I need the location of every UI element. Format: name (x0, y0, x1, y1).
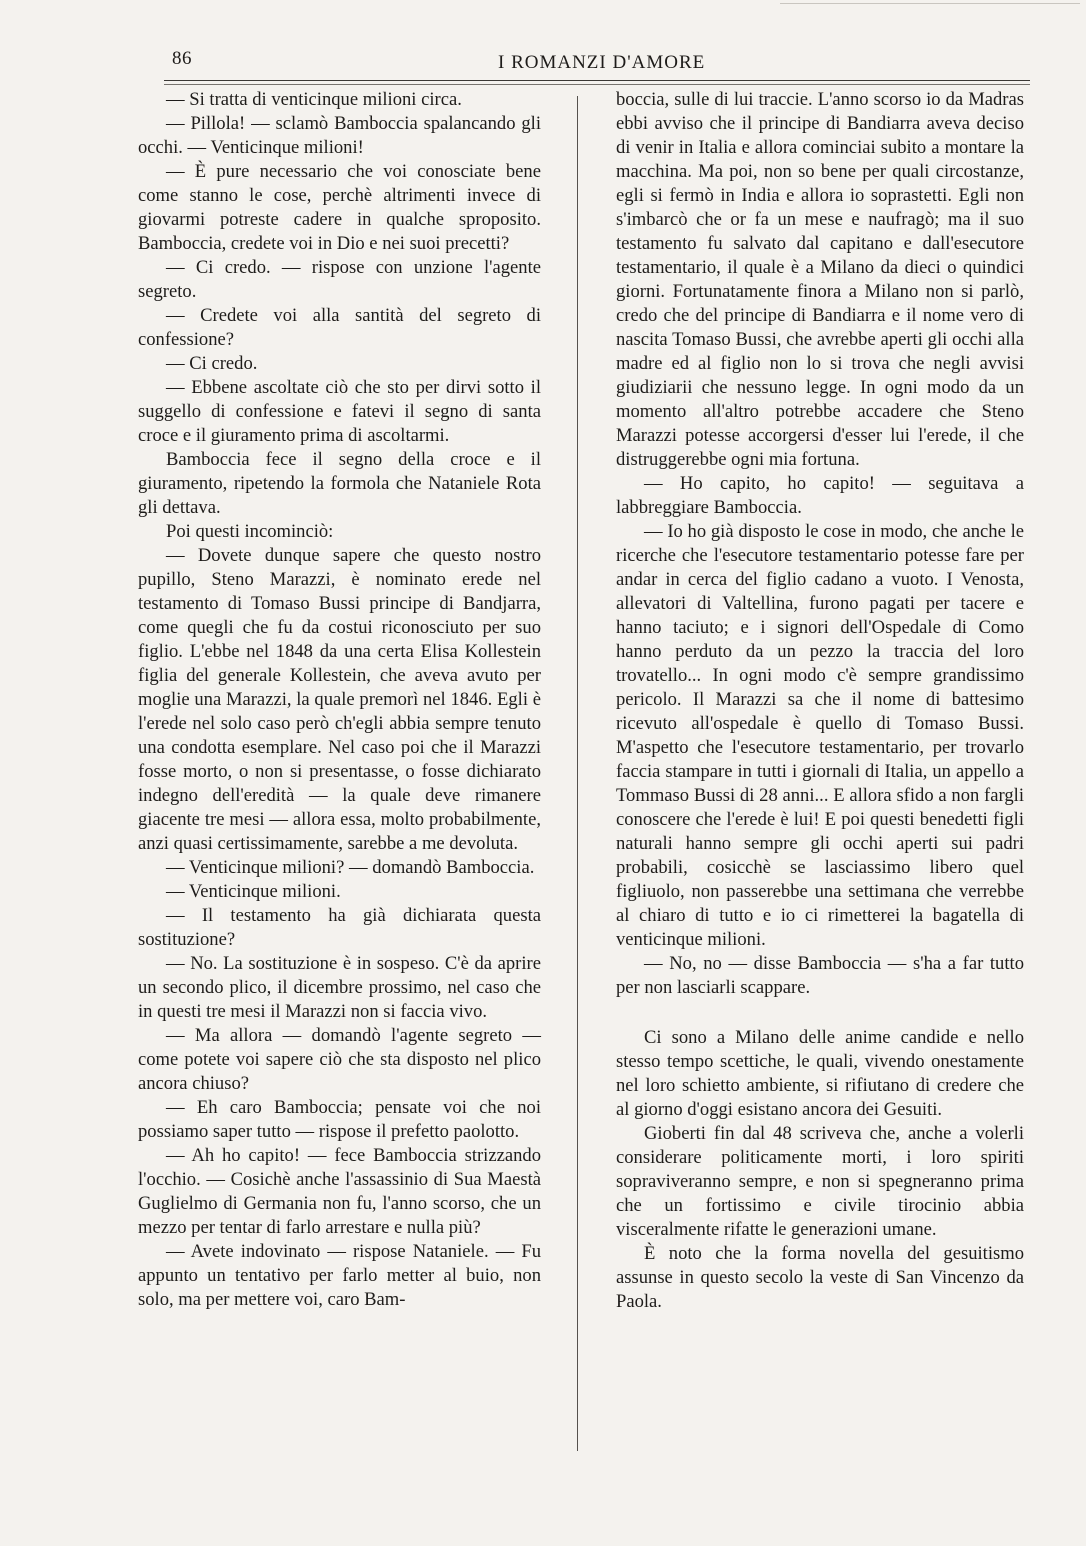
paragraph: — Eh caro Bamboccia; pensate voi che noi possiamo saper tutto — rispose il prefetto paolotto. (138, 1097, 541, 1142)
paragraph: — È pure necessario che voi conosciate bene come stanno le cose, perchè altrimenti invece di giovarmi potreste cadere in qualche sproposito. Bamboccia, credete voi in Dio e nei suoi precetti? (138, 161, 541, 254)
paragraph: È noto che la forma novella del gesuitismo assunse in questo secolo la veste di San Vincenzo da Paola. (616, 1243, 1024, 1312)
paragraph: Bamboccia fece il segno della croce e il giuramento, ripetendo la formola che Nataniele Rota gli dettava. (138, 449, 541, 518)
running-title: I ROMANZI D'AMORE (498, 52, 706, 73)
paragraph: — Dovete dunque sapere che questo nostro pupillo, Steno Marazzi, è nominato erede nel testamento di Tomaso Bussi principe di Bandjarra, come quegli che fu da costui riconosciuto per suo figlio. L'ebbe nel 1848 da una certa Elisa Kollestein figlia del generale Kollestein, che aveva avuto per moglie una Marazzi, la quale premorì nel 1846. Egli è l'erede nel solo caso però ch'egli abbia sempre tenuto una condotta esemplare. Nel caso poi che il Marazzi fosse morto, o non si presentasse, o fosse dichiarato indegno dell'eredità — la quale deve rimanere giacente tre mesi — allora essa, molto probabilmente, anzi quasi certissimamente, sarebbe a me devoluta. (138, 545, 541, 854)
paragraph: — No, no — disse Bamboccia — s'ha a far tutto per non lasciarli scappare. (616, 953, 1024, 998)
scan-edge-line (780, 3, 1080, 4)
paragraph: — No. La sostituzione è in sospeso. C'è da aprire un secondo plico, il dicembre prossimo, nel caso che in questi tre mesi il Marazzi non si faccia vivo. (138, 953, 541, 1022)
paragraph: — Ah ho capito! — fece Bamboccia strizzando l'occhio. — Cosichè anche l'assassinio di Sua Maestà Guglielmo di Germania non fu, l'anno scorso, che un mezzo per tentar di farlo arrestare e nulla più? (138, 1145, 541, 1238)
paragraph-continuation: boccia, sulle di lui traccie. L'anno scorso io da Madras ebbi avviso che il principe di Bandiarra aveva deciso di venir in Italia e allora cominciai subito a montare la macchina. Ma poi, non so bene per quali circostanze, egli si fermò in India e allora io soprastetti. Egli non s'imbarcò che or fa un mese e naufragò; ma il suo testamento fu salvato dal capitano e dall'esecutore testamentario, il quale è a Milano da dieci o quindici giorni. Fortunatamente finora a Milano non si parlò, credo che del principe di Bandiarra e il nome vero di nascita Tomaso Bussi, che avrebbe aperti gli occhi alla madre ed al figlio non lo si trova che negli avvisi giudiziarii che nessuno legge. In ogni modo da un momento all'altro potrebbe accadere che Steno Marazzi potesse accorgersi d'esser lui l'erede, il che distruggerebbe ogni mia fortuna. (616, 89, 1024, 470)
paragraph: — Avete indovinato — rispose Nataniele. — Fu appunto un tentativo per farlo metter al buio, non solo, ma per mettere voi, caro Bam- (138, 1241, 541, 1310)
header-rule (164, 80, 1030, 81)
paragraph: — Credete voi alla santità del segreto di confessione? (138, 305, 541, 350)
page-header (168, 46, 1030, 78)
header-rule-thin (164, 84, 1030, 85)
column-divider (577, 96, 578, 1451)
paragraph: — Ci credo. — rispose con unzione l'agente segreto. (138, 257, 541, 302)
paragraph: — Pillola! — sclamò Bamboccia spalancando gli occhi. — Venticinque milioni! (138, 113, 541, 158)
paragraph: Poi questi incominciò: (166, 521, 334, 542)
paragraph: — Ebbene ascoltate ciò che sto per dirvi sotto il suggello di confessione e fatevi il segno di santa croce e il giuramento prima di ascoltarmi. (138, 377, 541, 446)
left-column (138, 88, 541, 1312)
paragraph: — Il testamento ha già dichiarata questa sostituzione? (138, 905, 541, 950)
section-break (616, 1000, 1024, 1026)
paragraph: — Venticinque milioni? — domandò Bamboccia. (166, 857, 535, 878)
paragraph: Gioberti fin dal 48 scriveva che, anche a volerli considerare politicamente morti, i loro spiriti sopraviveranno sempre, e non si spegneranno prima che un fortissimo e civile tirocinio abbia visceralmente rifatte le generazioni umane. (616, 1123, 1024, 1240)
paragraph: — Ci credo. (166, 353, 258, 374)
right-column (616, 88, 1024, 1314)
page-number: 86 (172, 48, 192, 69)
paragraph: — Venticinque milioni. (166, 881, 341, 902)
paragraph: — Si tratta di venticinque milioni circa. (166, 89, 462, 110)
paragraph: — Io ho già disposto le cose in modo, che anche le ricerche che l'esecutore testamentario potesse fare per andar in cerca del figlio cadano a vuoto. I Venosta, allevatori di Valtellina, furono pagati per tacere e hanno taciuto; e i signori dell'Ospedale di Como hanno perduto da un pezzo la traccia del loro trovatello... In ogni modo c'è sempre grandissimo pericolo. Il Marazzi sa che il nome di battesimo ricevuto all'ospedale è quello di Tomaso Bussi. M'aspetto che l'esecutore testamentario, per trovarlo faccia stampare in tutti i giornali di Italia, un appello a Tommaso Bussi di 28 anni... E allora sfido a non fargli conoscere che l'erede è lui! E poi questi benedetti figli naturali hanno sempre gli occhi aperti sui padri probabili, cosicchè se lasciassimo libero quel figliuolo, non passerebbe una settimana che verrebbe al chiaro di tutto e io ci rimetterei la bagatella di venticinque milioni. (616, 521, 1024, 950)
paragraph: — Ho capito, ho capito! — seguitava a labbreggiare Bamboccia. (616, 473, 1024, 518)
paragraph: Ci sono a Milano delle anime candide e nello stesso tempo scettiche, le quali, vivendo onestamente nel loro schietto ambiente, si rifiutano di credere che al giorno d'oggi esistano ancora dei Gesuiti. (616, 1027, 1024, 1120)
paragraph: — Ma allora — domandò l'agente segreto — come potete voi sapere ciò che sta disposto nel plico ancora chiuso? (138, 1025, 541, 1094)
